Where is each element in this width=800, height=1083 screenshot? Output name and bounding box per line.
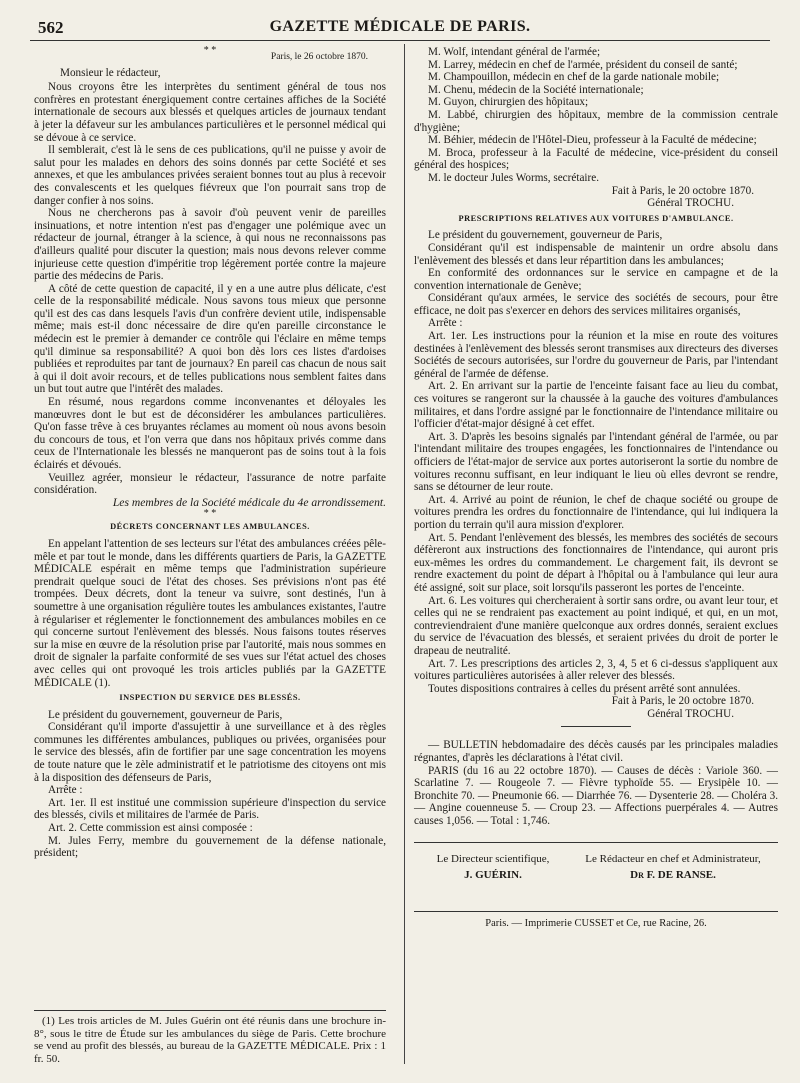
editor-name: Dr F. DE RANSE. bbox=[630, 869, 716, 882]
commission-member: M. Larrey, médecin en chef de l'armée, président du conseil de santé; bbox=[428, 58, 738, 71]
decree-article: Art. 2. Cette commission est ainsi composée : bbox=[48, 822, 253, 835]
section-heading-decrees: DÉCRETS CONCERNANT LES AMBULANCES. bbox=[110, 522, 310, 532]
decree-paragraph: Arrête : bbox=[428, 317, 463, 330]
page-number: 562 bbox=[38, 18, 64, 37]
letter-signature: Les membres de la Société médicale du 4e arrondissement. bbox=[112, 495, 386, 509]
decree-article: Art. 6. Les voitures qui chercheraient à sortir sans ordre, ou avant leur tour, et celles qui ne se rendraient pas exactement au point indiqué, et qui, en un mot, contreviendraient d'une manière quelconque aux ordres donnés, seraient exclues du service de l'évacuation des blessés, et seraient privées du droit de porter le drapeau de neutralité. bbox=[414, 594, 778, 657]
dateline: Paris, le 26 octobre 1870. bbox=[270, 52, 368, 62]
decree-article: Art. 2. En arrivant sur la partie de l'enceinte faisant face au lieu du combat, ces voitures se rangeront sur la chaussée à la gauche des voitures d'ambulances militaires, et dans l'ordre assigné par le fonctionnaire de l'intendance militaire ou l'officier d'état-major désigné à cet effet. bbox=[414, 380, 778, 431]
section-heading-inspection: INSPECTION DU SERVICE DES BLESSÉS. bbox=[119, 693, 301, 703]
left-column bbox=[34, 46, 386, 860]
decree-article: Art. 1er. Il est institué une commission supérieure d'inspection du service des blessés, civils et militaires de l'armée de Paris. bbox=[34, 796, 386, 822]
column-divider bbox=[404, 44, 405, 1064]
commission-member: M. Jules Ferry, membre du gouvernement de la défense nationale, président; bbox=[34, 834, 386, 860]
decree-place-date: Fait à Paris, le 20 octobre 1870. bbox=[611, 184, 754, 197]
commission-member: M. Labbé, chirurgien des hôpitaux, membre de la commission centrale d'hygiène; bbox=[414, 108, 778, 134]
decree-paragraph: Arrête : bbox=[48, 784, 83, 797]
commission-member: M. Champouillon, médecin en chef de la garde nationale mobile; bbox=[428, 71, 720, 84]
journal-title: GAZETTE MÉDICALE DE PARIS. bbox=[269, 18, 531, 35]
commission-member: M. Chenu, médecin de la Société internationale; bbox=[428, 83, 644, 96]
director-title: Le Directeur scientifique, bbox=[436, 852, 550, 865]
section-heading-prescriptions: PRESCRIPTIONS RELATIVES AUX VOITURES D'AMBULANCE. bbox=[458, 213, 734, 223]
commission-member: M. Wolf, intendant général de l'armée; bbox=[428, 46, 601, 58]
decree-paragraph: Considérant qu'il est indispensable de maintenir un ordre absolu dans l'enlèvement des blessés et dans leur répartition dans les ambulances; bbox=[414, 241, 778, 267]
decree-paragraph: Le président du gouvernement, gouverneur de Paris, bbox=[48, 708, 283, 721]
decree-article: Art. 4. Arrivé au point de réunion, le chef de chaque société ou groupe de voitures prendra les ordres du fonctionnaire de l'intendance, qui lui indiquera la portion du terrain qu'il aura mission d'explorer. bbox=[414, 493, 778, 531]
printer-line: Paris. — Imprimerie CUSSET et Ce, rue Racine, 26. bbox=[414, 911, 778, 931]
decree-article: Art. 7. Les prescriptions des articles 2, 3, 4, 5 et 6 ci-dessus s'appliquent aux voitures particulières autorisées à aller relever des blessés. bbox=[414, 657, 778, 683]
letter-paragraph: En résumé, nous regardons comme inconvenantes et déloyales les manœuvres dont le but est de déconsidérer les ambulances particulières. Qu'on fasse trêve à ces bruyantes réclames au moment où nous avons besoin du concours de tous, et l'on verra que dans nos hôpitaux privés comme dans ceux de l'Internationale les blessés ne manqueront pas de soins tout à la fois éclairés et dévoués. bbox=[34, 396, 386, 471]
decree-signatory: Général TROCHU. bbox=[647, 197, 734, 210]
editor-block bbox=[568, 853, 778, 882]
commission-member: M. Broca, professeur à la Faculté de médecine, vice-président du conseil général des hospices; bbox=[414, 146, 778, 172]
decree-paragraph: Le président du gouvernement, gouverneur de Paris, bbox=[428, 229, 663, 242]
letter-paragraph: Il semblerait, c'est là le sens de ces publications, qu'il ne puisse y avoir de salut pour les malades en dehors des soins donnés par cette Société et ses annexes, et que les ambulances privées seraient bonnes tout au plus à recevoir des convalescents et les quelques fiévreux que l'on pourrait sans trop de danger confier à nos soins. bbox=[34, 144, 386, 207]
footnote bbox=[34, 1010, 386, 1065]
colophon bbox=[414, 842, 778, 893]
decree-paragraph: Toutes dispositions contraires à celles du présent arrêté sont annulées. bbox=[428, 682, 741, 695]
footnote-text: (1) Les trois articles de M. Jules Guérin ont été réunis dans une brochure in-8°, sous le titre de Étude sur les ambulances du siège de Paris. Cette brochure se vend au profit des blessés, au bureau de la GAZETTE MÉDICALE. Prix : 1 fr. 50. bbox=[34, 1015, 386, 1065]
decree-article: Art. 5. Pendant l'enlèvement des blessés, les membres des sociétés de secours défèreront aux instructions des fonctionnaires de l'intendance, qui auront pris eux-mêmes les ordres du commandement. Le chargement fait, ils devront se rendre exactement du point de départ à l'hôpital ou à l'ambulance qui leur aura été assigné, soit sur place, soit lorsqu'ils passeront les portes de l'enceinte. bbox=[414, 531, 778, 594]
running-head bbox=[30, 14, 770, 41]
asterism: * * bbox=[203, 45, 217, 56]
decree-paragraph: Considérant qu'il importe d'assujettir à une surveillance et à des règles communes les différentes ambulances, publiques ou privées, organisées pour le service des blessés, afin de fortifier par une sage concentration les moyens de toute nature que le zèle administratif et le patriotisme des citoyens ont mis à la disposition des défenseurs de Paris, bbox=[34, 721, 386, 784]
bulletin-figures: PARIS (du 16 au 22 octobre 1870). — Causes de décès : Variole 360. — Scarlatine 7. — Rougeole 7. — Fièvre typhoïde 55. — Erysipèle 10. — Bronchite 70. — Pneumonie 66. — Diarrhée 76. — Dysenterie 28. — Choléra 3. — Angine couenneuse 5. — Croup 23. — Affections puerpérales 4. — Autres causes 1,056. — Total : 1,746. bbox=[414, 764, 778, 828]
mortality-bulletin bbox=[414, 739, 778, 827]
commission-member: M. le docteur Jules Worms, secrétaire. bbox=[428, 171, 600, 184]
salutation: Monsieur le rédacteur, bbox=[60, 66, 161, 79]
decree-paragraph: En conformité des ordonnances sur le service en campagne et de la convention internationale de Genève; bbox=[414, 267, 778, 292]
editor-title: Le Rédacteur en chef et Administrateur, bbox=[585, 852, 761, 865]
director-name: J. GUÉRIN. bbox=[464, 869, 522, 882]
decree-article: Art. 1er. Les instructions pour la réunion et la mise en route des voitures destinées à l'enlèvement des blessés seront transmises aux directeurs des diverses Sociétés de secours autorisées, sur l'ordre du gouverneur de Paris, par l'intendant général de l'armée de défense. bbox=[414, 330, 778, 380]
letter-paragraph: Veuillez agréer, monsieur le rédacteur, l'assurance de notre parfaite considération. bbox=[34, 471, 386, 497]
decree-article: Art. 3. D'après les besoins signalés par l'intendant général de l'armée, ou par l'intendant militaire des troupes engagées, les fonctionnaires de l'intendance ou officiers de l'état-major de service aux portes autoriseront la sortie du nombre de voitures reconnu suffisant, en leur indiquant le lieu où elles devront se rendre, sans se détourner de leur route. bbox=[414, 430, 778, 494]
asterism: * * bbox=[203, 508, 217, 520]
decree-place-date: Fait à Paris, le 20 octobre 1870. bbox=[611, 695, 754, 708]
bulletin-intro: — BULLETIN hebdomadaire des décès causés par les principales maladies régnantes, d'après les déclarations à l'état civil. bbox=[414, 739, 778, 765]
letter-paragraph: Nous ne chercherons pas à savoir d'où peuvent venir de pareilles insinuations, et notre intention n'est pas d'engager une polémique avec un rédacteur de journal, étranger à la science, à qui nous ne reconnaissons pas d'ailleurs qualité pour discuter la question; mais nous devons relever comme injurieuse cette question d'impéritie trop légèrement portée contre la majeure partie des médecins de Paris. bbox=[34, 207, 386, 283]
separator-rule bbox=[561, 726, 631, 727]
director-block bbox=[418, 853, 568, 882]
right-column bbox=[414, 46, 778, 930]
decrees-paragraph: En appelant l'attention de ses lecteurs sur l'état des ambulances créées pêle-mêle et par tout le monde, dans les différents quartiers de Paris, la GAZETTE MÉDICALE espérait en même temps que l'administration supérieure prendrait quelque souci de l'état des choses. Ses prévisions n'ont pas été trompées. Deux décrets, dont la teneur va suivre, sont destinés, l'un à soumettre à une organisation régulière toutes les ambulances existantes, l'autre à régulariser et réglementer le fonctionnement des ambulances mobiles en ce qui concerne surtout l'enlèvement des blessés. Nous faisons toutes réserves sur la mise en œuvre de la résolution prise par l'autorité, mais nous sommes en droit de signaler la parfaite conformité de ses vues sur l'état actuel des choses avec celles qui ont provoqué les trois articles publiés par la GAZETTE MÉDICALE (1). bbox=[34, 537, 386, 689]
commission-member: M. Béhier, médecin de l'Hôtel-Dieu, professeur à la Faculté de médecine; bbox=[428, 134, 757, 147]
letter-paragraph: A côté de cette question de capacité, il y en a une autre plus délicate, c'est celle de la responsabilité médicale. Nous savons tous mieux que personne qu'il est des cas dans lesquels l'avis d'un confrère devient utile, indispensable même; mais est-il donc nécessaire de dire qu'en pareille circonstance le médecin est le premier à demander ce contrôle qui l'éclaire en même temps qu'il diminue sa responsabilité? A quoi bon dès lors ces listes d'ardoises publiées et reproduites par tant de journaux? En pareil cas chacun de nous sait à qui il doit avoir recours, et de telles publications nous semblent faites dans un but tout autre que l'intérêt des malades. bbox=[34, 282, 386, 396]
decree-signatory: Général TROCHU. bbox=[647, 707, 734, 720]
commission-member: M. Guyon, chirurgien des hôpitaux; bbox=[428, 96, 589, 109]
decree-paragraph: Considérant qu'aux armées, le service des sociétés de secours, pour être efficace, ne doit pas s'exercer en dehors des services militaires organisés, bbox=[414, 292, 778, 317]
letter-paragraph: Nous croyons être les interprètes du sentiment général de tous nos confrères en protestant énergiquement contre certaines affiches de la Société internationale de secours aux blessés et quelques articles de journaux tendant à jeter la défaveur sur les ambulances particulières et le personnel médical qui se dévoue à ce service. bbox=[34, 81, 386, 144]
